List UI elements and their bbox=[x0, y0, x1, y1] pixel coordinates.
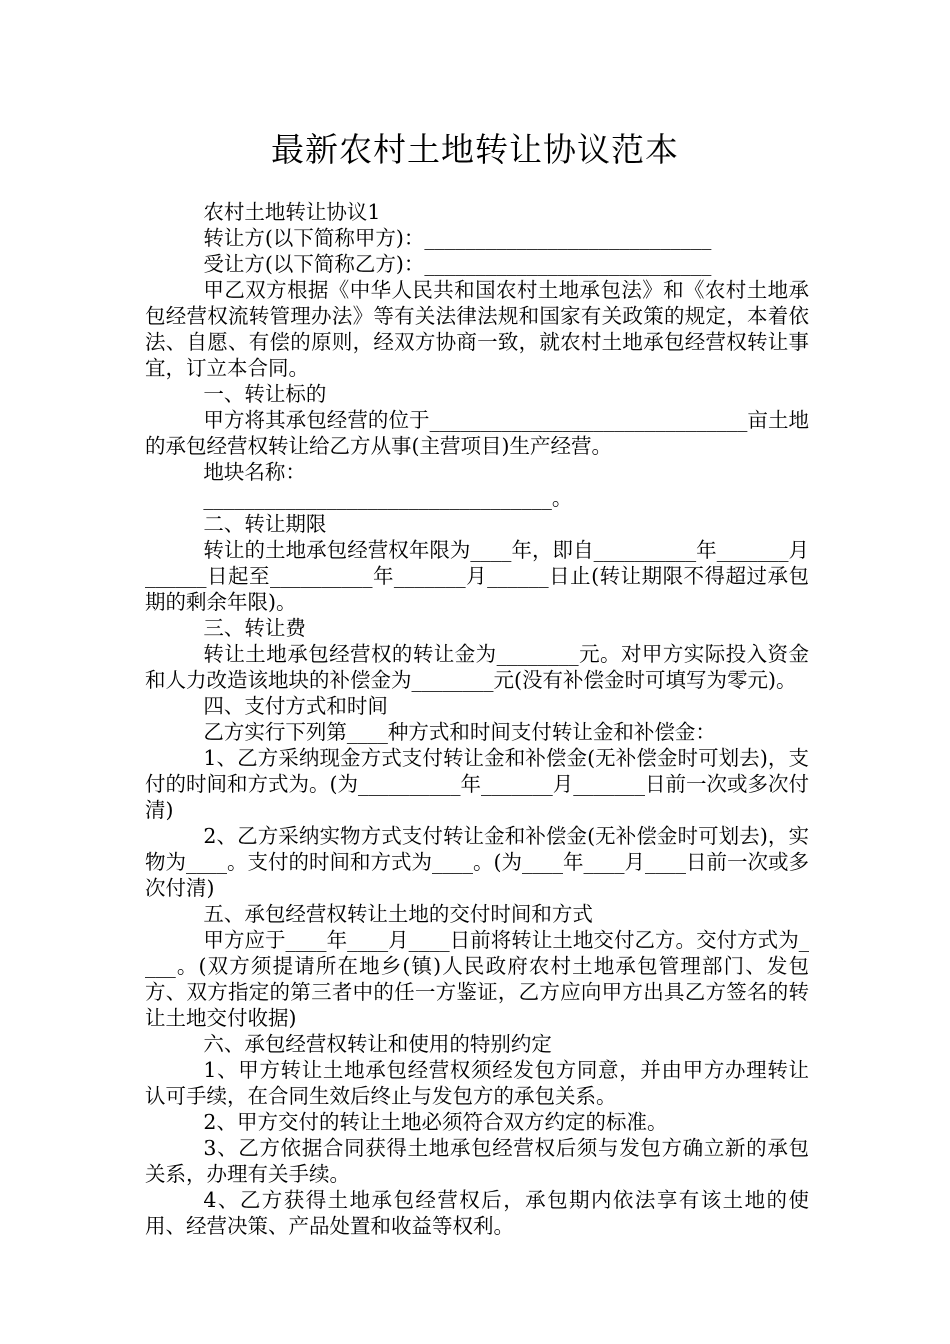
section-heading-6: 六、承包经营权转让和使用的特别约定 bbox=[203, 1032, 552, 1056]
agreement-subtitle: 农村土地转让协议1 bbox=[203, 200, 381, 224]
section-heading-2: 二、转让期限 bbox=[203, 512, 327, 536]
section-heading-3: 三、转让费 bbox=[203, 616, 306, 640]
transferor-line: 转让方(以下简称甲方)：____________________________ bbox=[203, 226, 712, 250]
section-4-item-1: 1、乙方采纳现金方式支付转让金和补偿金(无补偿金时可划去)，支付的时间和方式为。(为__________年_______月_______日前一次或多次付清) bbox=[145, 746, 809, 822]
section-6-item-2: 2、甲方交付的转让土地必须符合双方约定的标准。 bbox=[203, 1110, 668, 1134]
section-6-item-1: 1、甲方转让土地承包经营权须经发包方同意，并由甲方办理转让认可手续，在合同生效后终止与发包方的承包关系。 bbox=[145, 1058, 809, 1108]
section-heading-4: 四、支付方式和时间 bbox=[203, 694, 388, 718]
transferee-line: 受让方(以下简称乙方)：____________________________ bbox=[203, 252, 712, 276]
section-4-item-2: 2、乙方采纳实物方式支付转让金和补偿金(无补偿金时可划去)，实物为____。支付的时间和方式为____。(为____年____月____日前一次或多次付清) bbox=[145, 824, 809, 900]
section-4-paragraph: 乙方实行下列第____种方式和时间支付转让金和补偿金： bbox=[203, 720, 716, 744]
plot-name-label: 地块名称： bbox=[203, 460, 306, 484]
plot-name-blank: __________________________________。 bbox=[203, 486, 573, 510]
section-6-item-4: 4、乙方获得土地承包经营权后，承包期内依法享有该土地的使用、经营决策、产品处置和收益等权利。 bbox=[145, 1188, 809, 1238]
section-3-paragraph: 转让土地承包经营权的转让金为________元。对甲方实际投入资金和人力改造该地块的补偿金为________元(没有补偿金时可填写为零元)。 bbox=[145, 642, 809, 692]
section-heading-1: 一、转让标的 bbox=[203, 382, 327, 406]
section-1-paragraph: 甲方将其承包经营的位于_______________________________亩土地的承包经营权转让给乙方从事(主营项目)生产经营。 bbox=[145, 408, 809, 458]
section-5-paragraph: 甲方应于____年____月____日前将转让土地交付乙方。交付方式为____。(双方须提请所在地乡(镇)人民政府农村土地承包管理部门、发包方、双方指定的第三者中的任一方鉴证，乙方应向甲方出具乙方签名的转让土地交付收据) bbox=[145, 928, 809, 1030]
document-title: 最新农村土地转让协议范本 bbox=[271, 130, 679, 169]
section-2-paragraph: 转让的土地承包经营权年限为____年，即自__________年_______月______日起至__________年_______月______日止(转让期限不得超过承包期的剩余年限)。 bbox=[145, 538, 809, 614]
document-body bbox=[145, 199, 809, 1239]
preamble-paragraph: 甲乙双方根据《中华人民共和国农村土地承包法》和《农村土地承包经营权流转管理办法》等有关法律法规和国家有关政策的规定，本着依法、自愿、有偿的原则，经双方协商一致，就农村土地承包经营权转让事宜，订立本合同。 bbox=[145, 278, 809, 380]
section-6-item-3: 3、乙方依据合同获得土地承包经营权后须与发包方确立新的承包关系，办理有关手续。 bbox=[145, 1136, 809, 1186]
section-heading-5: 五、承包经营权转让土地的交付时间和方式 bbox=[203, 902, 593, 926]
